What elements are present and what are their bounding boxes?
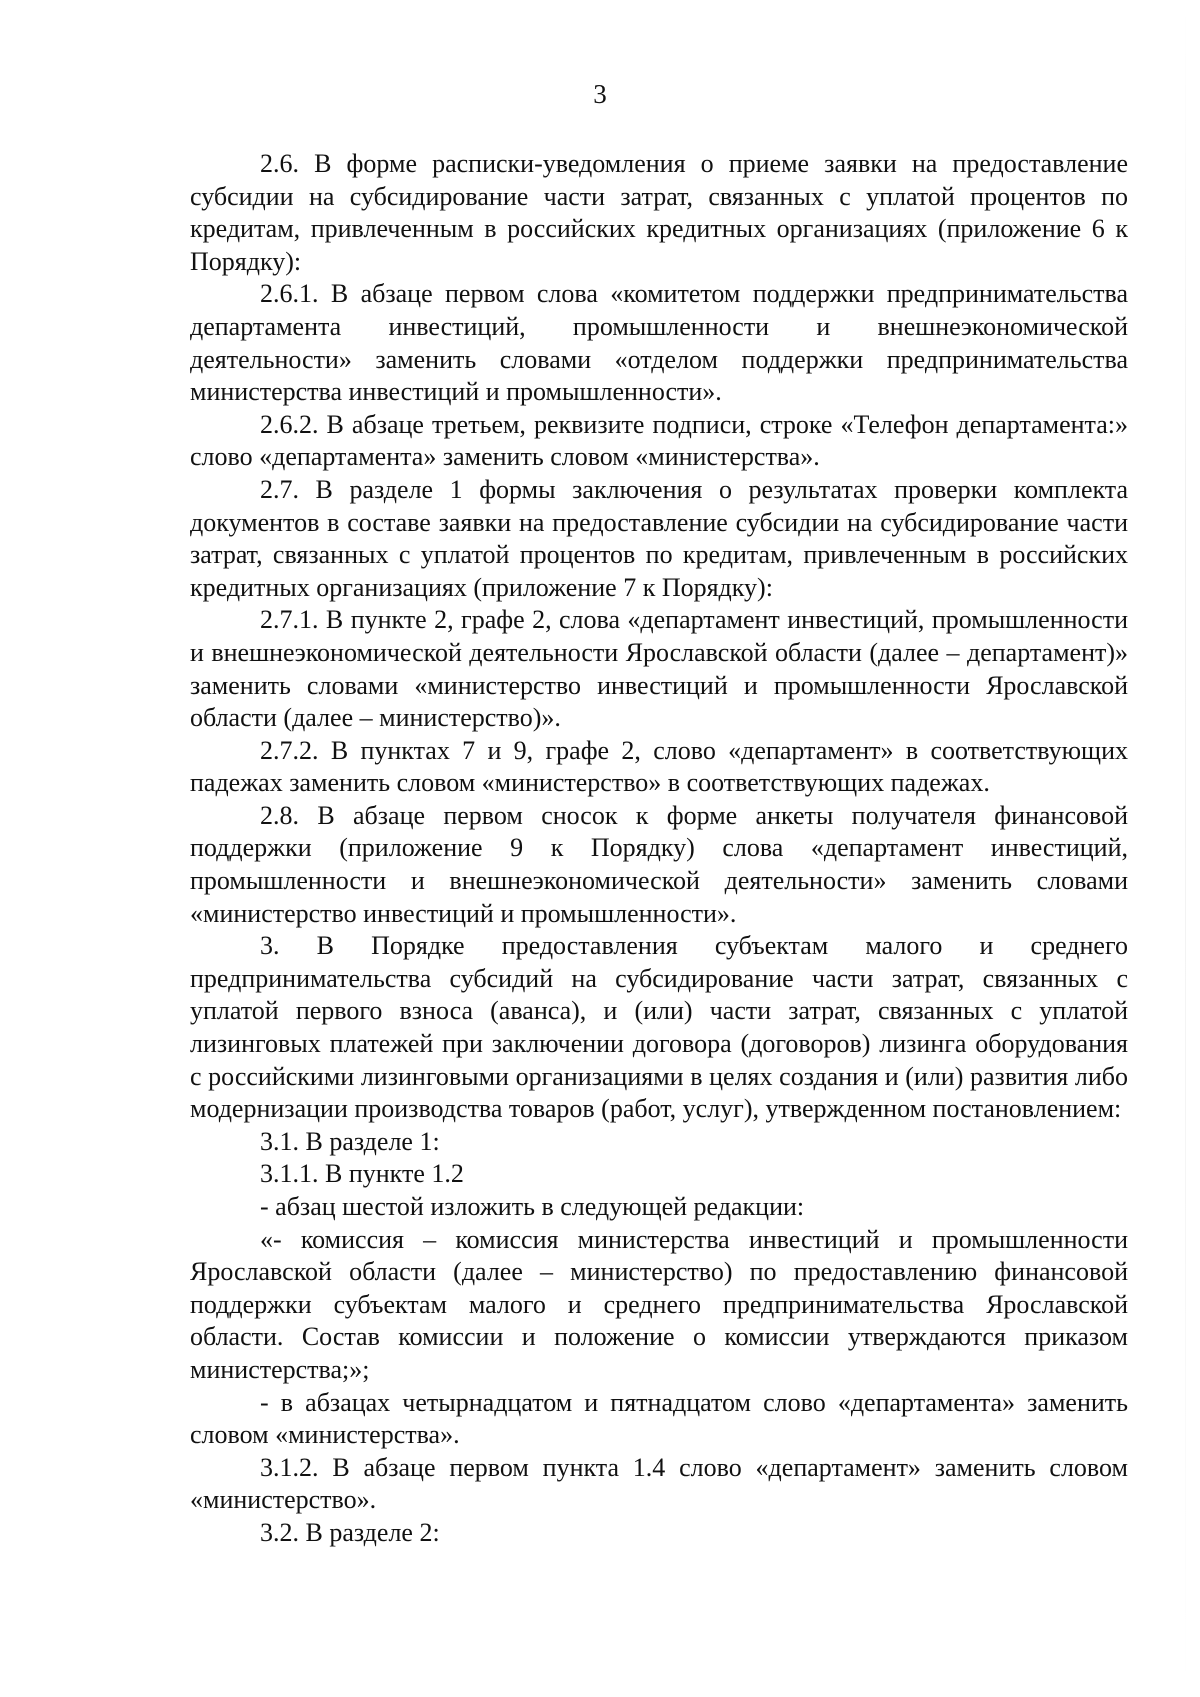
paragraph-2-6-1: 2.6.1. В абзаце первом слова «комитетом поддержки предпринимательства департамента инвестиций, промышленности и внешнеэкономической деятельности» заменить словами «отделом поддержки предпринимательства министерства инвестиций и промышленности». xyxy=(190,279,1128,407)
paragraph-2-7: 2.7. В разделе 1 формы заключения о результатах проверки комплекта документов в составе заявки на предоставление субсидии на субсидирование части затрат, связанных с уплатой процентов по кредитам, привлеченным в российских кредитных организациях (приложение 7 к Порядку): xyxy=(190,474,1128,602)
paragraph-2-7-2: 2.7.2. В пунктах 7 и 9, графе 2, слово «департамент» в соответствующих падежах заменить словом «министерство» в соответствующих падежах. xyxy=(190,735,1128,798)
paragraph-3-1-1: 3.1.1. В пункте 1.2 xyxy=(260,1159,464,1189)
paragraph-2-6: 2.6. В форме расписки-уведомления о приеме заявки на предоставление субсидии на субсидирование части затрат, связанных с уплатой процентов по кредитам, привлеченным в российских кредитных организациях (приложение 6 к Порядку): xyxy=(190,149,1128,276)
scan-edge-line xyxy=(1185,0,1186,1697)
paragraph-abzac-shestoy: - абзац шестой изложить в следующей редакции: xyxy=(260,1192,805,1221)
paragraph-3: 3. В Порядке предоставления субъектам малого и среднего предпринимательства субсидий на субсидирование части затрат, связанных с уплатой первого взноса (аванса), и (или) части затрат, связанных с уплатой лизинговых платежей при заключении договора (договоров) лизинга оборудования с российскими лизинговыми организациями в целях создания и (или) развития либо модернизации производства товаров (работ, услуг), утвержденном постановлением: xyxy=(190,931,1128,1124)
paragraph-2-8: 2.8. В абзаце первом сносок к форме анкеты получателя финансовой поддержки (приложение 9 к Порядку) слова «департамент инвестиций, промышленности и внешнеэкономической деятельности» заменить словами «министерство инвестиций и промышленности». xyxy=(190,800,1128,928)
paragraph-3-2: 3.2. В разделе 2: xyxy=(260,1517,440,1547)
paragraph-2-6-2: 2.6.2. В абзаце третьем, реквизите подписи, строке «Телефон департамента:» слово «департамента» заменить словом «министерства». xyxy=(190,409,1128,472)
paragraph-komissiya-quote: «- комиссия – комиссия министерства инвестиций и промышленности Ярославской области (далее – министерство) по предоставлению финансовой поддержки субъектам малого и среднего предпринимательства Ярославской области. Состав комиссии и положение о комиссии утверждаются приказом министерства;»; xyxy=(190,1224,1128,1384)
document-body xyxy=(190,148,1128,1550)
paragraph-abzacah-14-15: - в абзацах четырнадцатом и пятнадцатом слово «департамента» заменить словом «министерства». xyxy=(190,1387,1128,1450)
paragraph-3-1: 3.1. В разделе 1: xyxy=(260,1126,440,1156)
page-number: 3 xyxy=(593,79,607,109)
paragraph-3-1-2: 3.1.2. В абзаце первом пункта 1.4 слово «департамент» заменить словом «министерство». xyxy=(190,1452,1128,1515)
paragraph-2-7-1: 2.7.1. В пункте 2, графе 2, слова «департамент инвестиций, промышленности и внешнеэкономической деятельности Ярославской области (далее – департамент)» заменить словами «министерство инвестиций и промышленности Ярославской области (далее – министерство)». xyxy=(190,605,1128,733)
